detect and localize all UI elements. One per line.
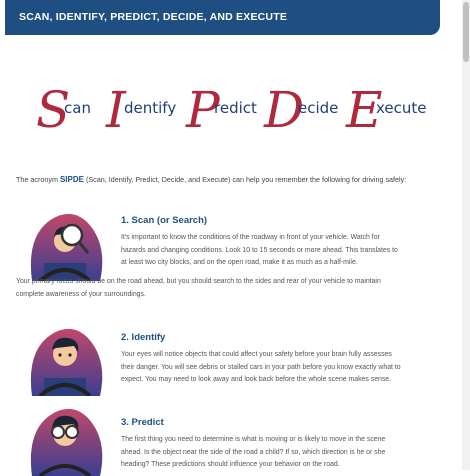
section-line: heading? These predictions should influence your behavior on the road. [121,461,340,468]
banner-d-initial: D [264,81,305,139]
banner-p-rest: redict [214,99,257,117]
intro-acronym: SIPDE [59,175,84,184]
banner-i-rest: dentify [124,99,177,117]
section-text-predict [121,434,451,472]
section-title-identify: 2. Identify [121,332,166,343]
banner-e-initial: E [346,81,383,139]
banner-s-initial: S [36,81,71,139]
page-title: SCAN, IDENTIFY, PREDICT, DECIDE, AND EXECUTE [19,11,288,23]
section-title-predict: 3. Predict [121,417,164,428]
banner-i-initial: I [106,81,126,139]
section-line: expect. You may need to look away and look back before the whole scene makes sense. [121,376,392,383]
section-line: It's important to know the conditions of the roadway in front of your vehicle. Watch for [121,234,380,241]
magnifier-driver-icon [22,205,108,281]
scrollbar-thumb[interactable] [463,2,469,62]
page-scrollbar[interactable] [462,0,470,470]
scan-followup-text [16,276,456,301]
section-line: hazards and changing conditions. Look 10 to 15 seconds or more ahead. This translates to [121,246,398,254]
banner-p-initial: P [186,81,220,139]
section-text-identify [121,349,451,387]
section-text-scan [121,232,451,270]
section-line: ahead. Is the object near the side of the road a child? If so, which direction is he or she [121,448,386,456]
banner-d-rest: ecide [298,99,339,117]
intro-before: The acronym [16,175,60,184]
section-line: Your eyes will notice objects that could affect your safety before your brain fully assesses [121,351,392,358]
banner-s-rest: can [64,99,91,117]
intro-paragraph [16,175,461,184]
section-line: their danger. You will see debris or stalled cars in your path before you know exactly what to [121,363,401,371]
page-header [5,0,440,35]
intro-after: (Scan, Identify, Predict, Decide, and Execute) can help you remember the following for driving safely: [83,175,407,184]
section-line: The first thing you need to determine is what is moving or is likely to move in the scene [121,436,386,443]
section-line: complete awareness of your surroundings. [16,290,146,298]
binoculars-driver-icon [22,400,108,476]
sipde-banner [36,75,436,145]
section-line: at least two city blocks, and on the open road, make it as much as a half-mile. [121,259,358,266]
alert-driver-icon [22,320,108,396]
section-line: Your primary focus should be on the road ahead, but you should search to the sides and rear of your vehicle to maintain [16,278,381,285]
section-title-scan: 1. Scan (or Search) [121,215,208,226]
banner-e-rest: xecute [376,99,427,117]
